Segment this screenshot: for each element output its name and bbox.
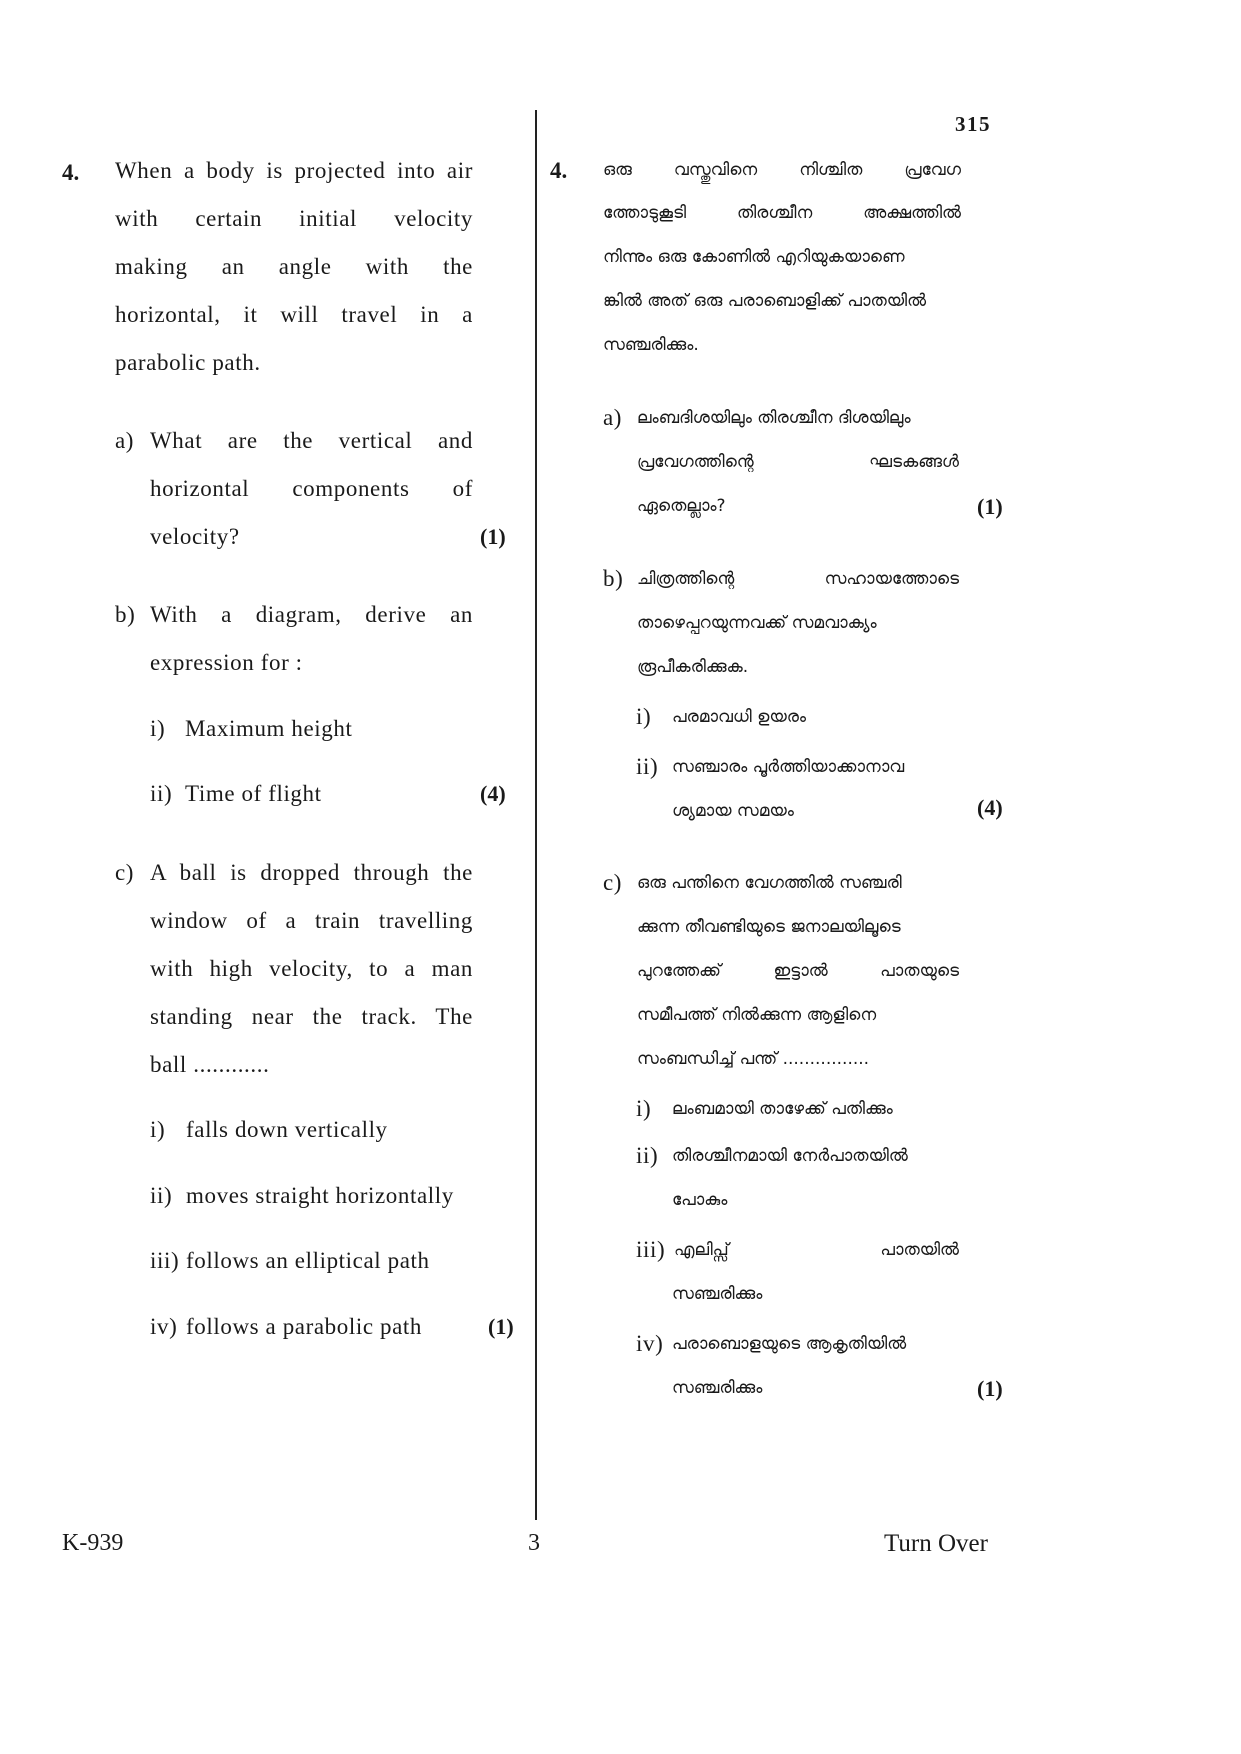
question-intro-en-line-4: horizontal, it will travel in a xyxy=(115,302,473,327)
part-c-option-2-label-ml: ii) xyxy=(636,1143,659,1168)
part-c-ml-line-3: പുറത്തേക്ക് ഇട്ടാൽ പാതയുടെ xyxy=(637,961,959,981)
question-intro-en-line-2: with certain initial velocity xyxy=(115,206,473,231)
page-code: 315 xyxy=(955,112,991,136)
question-intro-ml-line-5: സഞ്ചരിക്കും. xyxy=(603,335,699,355)
part-a-ml-line-1: ലംബദിശയിലും തിരശ്ചീന ദിശയിലും xyxy=(637,408,911,428)
part-c-label-en: c) xyxy=(115,860,135,885)
part-c-en-line-2: window of a train travelling xyxy=(150,908,473,933)
part-b-ml-line-1: ചിത്രത്തിന്റെ സഹായത്തോടെ xyxy=(637,569,959,589)
part-c-option-3-label-en: iii) xyxy=(150,1248,180,1273)
part-b-item-1-text-en: Maximum height xyxy=(185,716,353,741)
part-c-en-line-3: with high velocity, to a man xyxy=(150,956,473,981)
part-c-option-2-ml-line-1: തിരശ്ചീനമായി നേർപാതയിൽ xyxy=(672,1146,908,1166)
part-c-option-2-text-en: moves straight horizontally xyxy=(186,1183,454,1208)
footer-code: K-939 xyxy=(62,1530,124,1556)
part-c-option-1-ml-line-1: ലംബമായി താഴേക്ക് പതിക്കും xyxy=(672,1099,893,1119)
part-b-item-1-ml-line-1: പരമാവധി ഉയരം xyxy=(672,707,807,727)
part-c-option-1-label-ml: i) xyxy=(636,1096,652,1121)
footer-turn-over: Turn Over xyxy=(884,1530,988,1557)
footer-page-number: 3 xyxy=(528,1530,541,1556)
column-divider xyxy=(535,110,537,1520)
part-b-ml-line-3: രൂപീകരിക്കുക. xyxy=(637,657,749,677)
part-c-option-4-text-en: follows a parabolic path xyxy=(186,1314,423,1339)
part-a-label-en: a) xyxy=(115,428,135,453)
part-c-marks-ml: (1) xyxy=(977,1376,1003,1401)
part-b-item-2-ml-line-1: സഞ്ചാരം പൂർത്തിയാക്കാനാവ xyxy=(672,757,905,777)
part-c-option-4-ml-line-1: പരാബൊളയുടെ ആകൃതിയിൽ xyxy=(672,1334,907,1354)
question-intro-en-line-5: parabolic path. xyxy=(115,350,261,375)
part-a-en-line-2: horizontal components of xyxy=(150,476,473,501)
part-c-ml-line-2: ക്കുന്ന തീവണ്ടിയുടെ ജനാലയിലൂടെ xyxy=(637,917,901,937)
part-c-ml-line-1: ഒരു പന്തിനെ വേഗത്തിൽ സഞ്ചരി xyxy=(637,873,902,893)
part-b-item-1-label-ml: i) xyxy=(636,704,652,729)
part-a-label-ml: a) xyxy=(603,405,623,430)
question-intro-en-line-3: making an angle with the xyxy=(115,254,473,279)
part-a-en-line-1: What are the vertical and xyxy=(150,428,473,453)
question-intro-ml-line-1: ഒരു വസ്തുവിനെ നിശ്ചിത പ്രവേഗ xyxy=(603,160,961,180)
question-number-ml: 4. xyxy=(550,158,568,183)
part-a-ml-line-2: പ്രവേഗത്തിന്റെ ഘടകങ്ങൾ xyxy=(637,452,959,472)
part-c-option-3-label-ml: iii) xyxy=(636,1237,666,1262)
question-intro-ml-line-2: ത്തോടുകൂടി തിരശ്ചീന അക്ഷത്തിൽ xyxy=(603,203,961,223)
part-c-ml-line-5: സംബന്ധിച്ച് പന്ത് ................ xyxy=(637,1049,870,1069)
part-b-item-2-text-en: Time of flight xyxy=(185,781,322,806)
part-a-en-line-3: velocity? xyxy=(150,524,240,549)
part-c-option-4-label-ml: iv) xyxy=(636,1331,664,1356)
part-b-item-2-label-en: ii) xyxy=(150,781,173,806)
part-c-en-line-1: A ball is dropped through the xyxy=(150,860,473,885)
part-b-en-line-1: With a diagram, derive an xyxy=(150,602,473,627)
part-c-en-line-4: standing near the track. The xyxy=(150,1004,473,1029)
part-c-label-ml: c) xyxy=(603,870,623,895)
part-c-option-1-text-en: falls down vertically xyxy=(186,1117,388,1142)
part-b-item-2-ml-line-2: ശ്യമായ സമയം xyxy=(672,801,794,821)
part-b-label-en: b) xyxy=(115,602,136,627)
part-b-marks-ml: (4) xyxy=(977,795,1003,820)
part-c-marks-en: (1) xyxy=(488,1314,514,1339)
part-b-label-ml: b) xyxy=(603,566,624,591)
part-b-ml-line-2: താഴെപ്പറയുന്നവക്ക് സമവാക്യം xyxy=(637,613,877,633)
part-b-en-line-2: expression for : xyxy=(150,650,303,675)
part-c-option-3-ml-line-1: എലിപ്സ് പാതയിൽ xyxy=(674,1240,959,1260)
question-intro-ml-line-3: നിന്നും ഒരു കോണിൽ എറിയുകയാണെ xyxy=(603,247,905,267)
question-intro-en-line-1: When a body is projected into air xyxy=(115,158,473,183)
part-c-option-4-label-en: iv) xyxy=(150,1314,178,1339)
part-c-en-line-5: ball ............ xyxy=(150,1052,270,1077)
part-a-ml-line-3: ഏതെല്ലാം? xyxy=(637,496,726,516)
part-a-marks-en: (1) xyxy=(480,524,506,549)
part-a-marks-ml: (1) xyxy=(977,494,1003,519)
part-b-item-1-label-en: i) xyxy=(150,716,166,741)
question-number-en: 4. xyxy=(62,160,80,185)
part-c-ml-line-4: സമീപത്ത് നിൽക്കുന്ന ആളിനെ xyxy=(637,1005,877,1025)
part-c-option-3-ml-line-2: സഞ്ചരിക്കും xyxy=(672,1284,763,1304)
part-c-option-3-text-en: follows an elliptical path xyxy=(186,1248,430,1273)
part-c-option-1-label-en: i) xyxy=(150,1117,166,1142)
part-c-option-2-ml-line-2: പോകും xyxy=(672,1190,728,1210)
part-c-option-4-ml-line-2: സഞ്ചരിക്കും xyxy=(672,1378,763,1398)
part-c-option-2-label-en: ii) xyxy=(150,1183,173,1208)
question-intro-ml-line-4: ങ്കിൽ അത് ഒരു പരാബൊളിക്ക് പാതയിൽ xyxy=(603,291,927,311)
part-b-marks-en: (4) xyxy=(480,781,506,806)
part-b-item-2-label-ml: ii) xyxy=(636,754,659,779)
